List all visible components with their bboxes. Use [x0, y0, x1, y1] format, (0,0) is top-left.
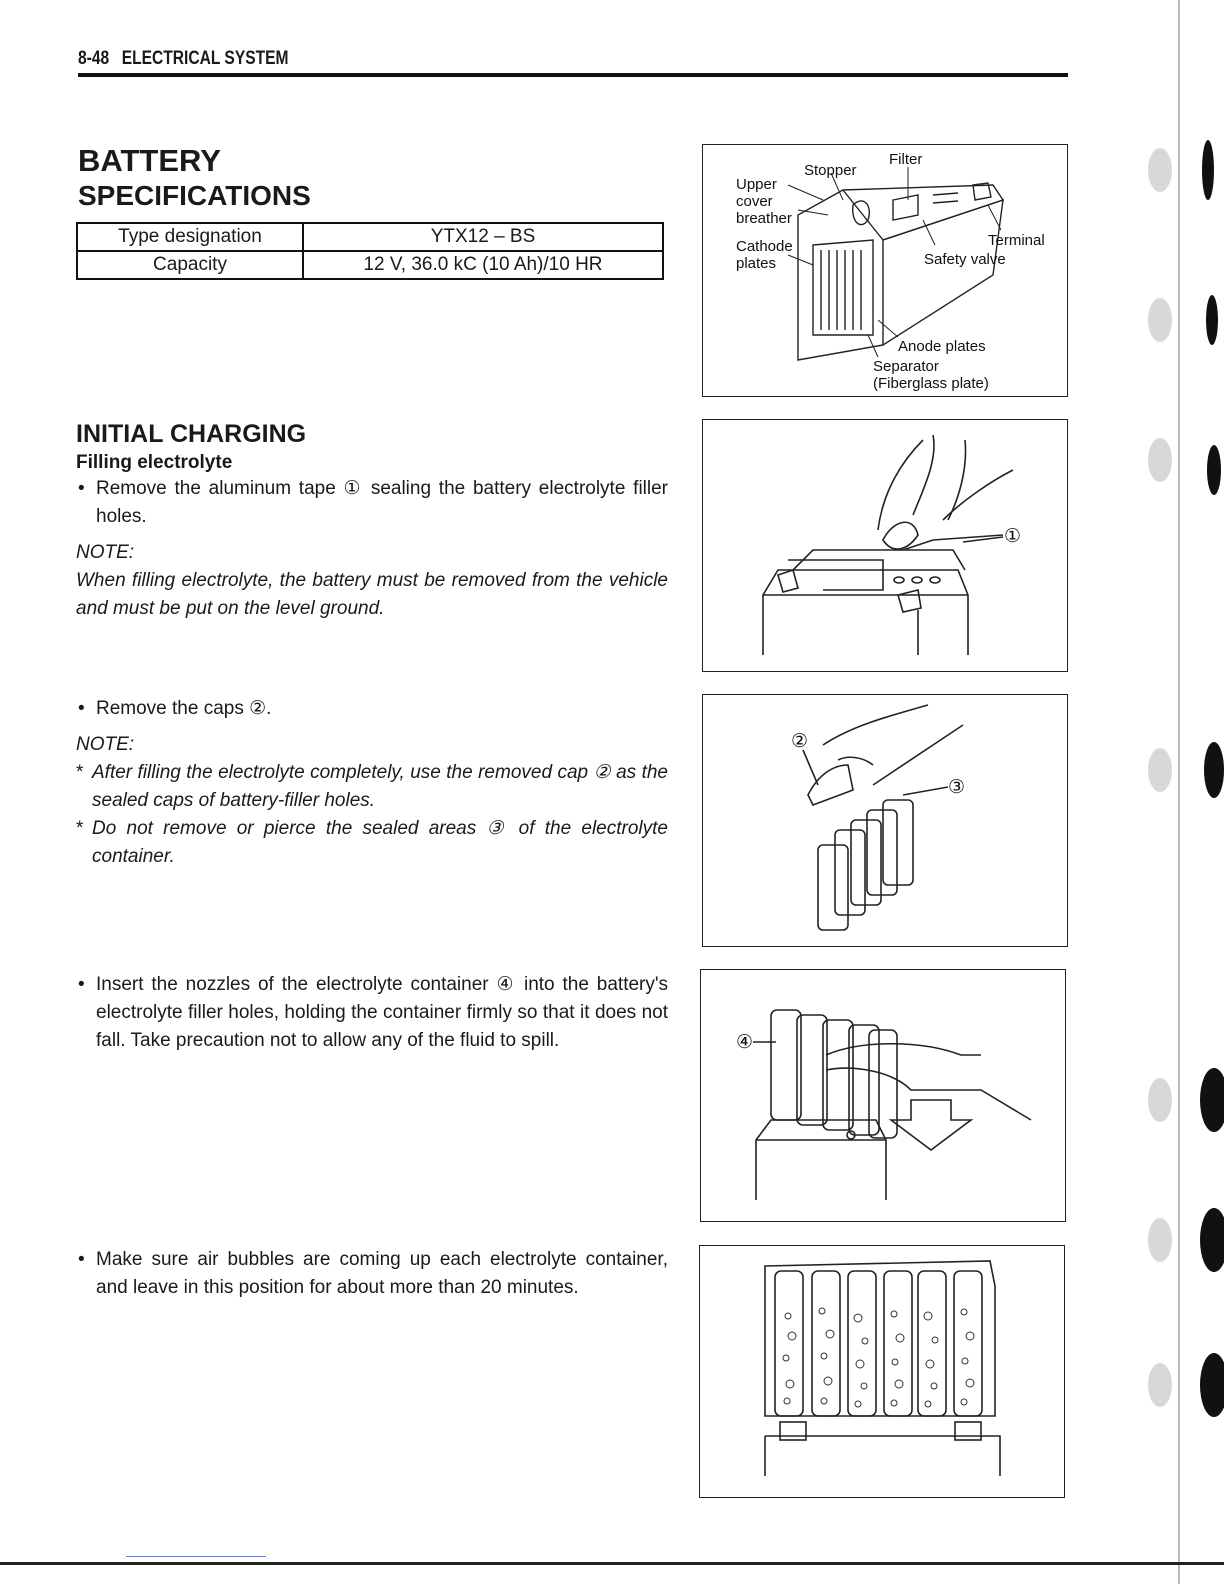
label-safety-valve: Safety valve — [924, 251, 1006, 268]
callout-1: ① — [1004, 526, 1022, 547]
section-title: ELECTRICAL SYSTEM — [121, 48, 289, 69]
step-air-bubbles — [76, 1246, 668, 1302]
step-text: • Insert the nozzles of the electrolyte container ④ into the battery's electrolyte filler holes, holding the container firmly so that it does not fall. Take precaution not to allow any of the fluid to spill. — [76, 971, 668, 1055]
note-label: NOTE: — [76, 542, 135, 563]
label-anode-plates: Anode plates — [898, 338, 986, 355]
note-label: NOTE: — [76, 734, 135, 755]
page-header — [78, 48, 297, 70]
label-plates: plates — [736, 255, 777, 272]
battery-cutaway-illustration — [703, 145, 1067, 396]
remove-caps-illustration — [703, 695, 1067, 946]
remove-tape-illustration — [703, 420, 1067, 671]
label-breather: breather — [736, 210, 792, 227]
label-separator: Separator — [873, 358, 939, 375]
note-item: * After filling the electrolyte completely, use the removed cap ② as the sealed caps of battery-filler holes. — [76, 759, 668, 815]
spec-label: Type designation — [77, 223, 303, 251]
footer-link-line — [126, 1556, 266, 1557]
page-number: 8-48 — [78, 48, 110, 69]
battery-title: BATTERY — [78, 143, 221, 178]
step-remove-tape — [76, 475, 668, 623]
note-text: When filling electrolyte, the battery must be removed from the vehicle and must be put on the level ground. — [76, 570, 668, 619]
spec-value: YTX12 – BS — [303, 223, 663, 251]
binder-edge — [1130, 0, 1224, 1584]
step-remove-caps — [76, 695, 668, 871]
remove-tape-figure — [702, 419, 1068, 672]
spec-value: 12 V, 36.0 kC (10 Ah)/10 HR — [303, 251, 663, 279]
step-text: • Remove the caps ②. — [76, 695, 668, 723]
filling-electrolyte-subtitle: Filling electrolyte — [76, 452, 233, 473]
callout-4: ④ — [736, 1032, 754, 1053]
table-row — [77, 251, 663, 279]
footer-rule — [0, 1562, 1224, 1565]
table-row — [77, 223, 663, 251]
initial-charging-title: INITIAL CHARGING — [76, 420, 307, 448]
label-cover: cover — [736, 193, 773, 210]
remove-caps-figure — [702, 694, 1068, 947]
label-upper: Upper — [736, 176, 777, 193]
spec-label: Capacity — [77, 251, 303, 279]
label-terminal: Terminal — [988, 232, 1045, 249]
specifications-title: SPECIFICATIONS — [78, 180, 311, 211]
battery-cutaway-figure — [702, 144, 1068, 397]
step-text: • Make sure air bubbles are coming up each electrolyte container, and leave in this position for about more than 20 minutes. — [76, 1246, 668, 1302]
callout-2: ② — [791, 731, 809, 752]
header-rule — [78, 73, 1068, 77]
air-bubbles-figure — [699, 1245, 1065, 1498]
label-fiberglass: (Fiberglass plate) — [873, 375, 989, 392]
note-item: * Do not remove or pierce the sealed areas ③ of the electrolyte container. — [76, 815, 668, 871]
step-text: • Remove the aluminum tape ① sealing the battery electrolyte filler holes. — [76, 475, 668, 531]
spec-table — [76, 222, 664, 280]
callout-3: ③ — [948, 777, 966, 798]
label-cathode: Cathode — [736, 238, 793, 255]
label-filter: Filter — [889, 151, 923, 168]
step-insert-nozzles — [76, 971, 668, 1055]
insert-container-illustration — [701, 970, 1065, 1221]
insert-container-figure — [700, 969, 1066, 1222]
label-stopper: Stopper — [804, 162, 857, 179]
air-bubbles-illustration — [700, 1246, 1064, 1497]
